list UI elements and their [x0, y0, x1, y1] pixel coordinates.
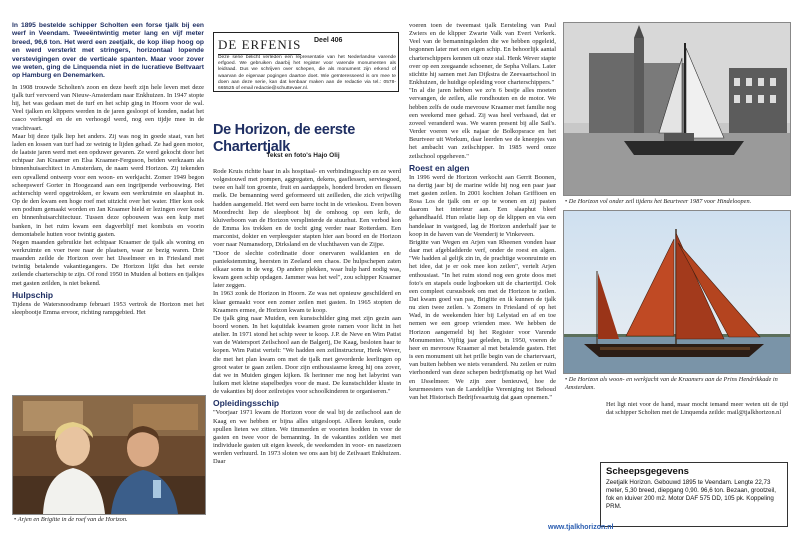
- subheading-roest-algen: Roest en algen: [409, 162, 470, 173]
- erfenis-deel: Deel 406: [314, 37, 343, 44]
- harbour-photo-illustration: [564, 23, 790, 195]
- body-paragraph: "Door de slechte coördinatie door onervaren walklanten en de paniekstemming, heersten in Zeeland een chaos. De hulpschepen zaten elkaar soms in de weg. Op andere plekken, waar hulp hard nodig was, kwam geen schip opdagen. Jammer was het wel", zou schipper Kraamer later zeggen.: [213, 249, 401, 290]
- body-paragraph: Maar bij deze tjalk liep het anders. Zij was nog in goede staat, van het laden en lossen van turf had ze weinig te lijden gehad. Ze had geen motor, de laatste jaren werd met een opduwer gevaren. Ze werd gekocht door het echtpaar Jan Kraamer en Elsa Kraamer-Ferguson, beiden werkzaam als binnenhuisarchitect in Amsterdam, de naam werd Horizon. Zij tekenden een opvallend ontwerp voor een woon- en werkjacht. Zomer 1949 begon scheepswerf Gorter in Hoogezand aan een ingrijpende verbouwing. Het achterschip werd opgetrokken, er kwam een werkruimte en slaaphut in. Op de den kwam een hoge roef met uitzicht over het water. Hier kon ook een podium gemaakt worden en Jan Kraamer hield er lezingen over kunst en binnenhuisarchitectuur. Tussen deze opbouwen was een kuip met banken, in het ruim kwam een dagverblijf met kombuis en voorin demontabele hutten voor twintig gasten.: [12, 132, 204, 238]
- subheading-opleidingsschip: Opleidingsschip: [213, 398, 280, 409]
- caption-left-photo: • Arjen en Brigitte in de roef van de Horizon.: [14, 516, 128, 523]
- body-paragraph: Brigitte van Wegen en Arjen van Rheenen vonden haar daar met afgebladderde verf, onder de roest en algen. "We hadden al gelijk zin in, de prachtige woonruimte en het idee, dat je er ook mee kon zeilen", vertelt Arjen enthousiast. "In het ruim stond nog een grote doos met foto's en stapels oude logboeken uit de chartertijd. Ook een compleet cursusboek om met de Horizon te zeilen. Dat kwam goed van pas, Brigitte en ik kunnen de tjalk nu zien twee zeilen. 's Zomers in Friesland of op het Wad, in de weekenden hier bij Lelystad en af en toe nemen we een groep vrienden mee. We hebben de Horizon aangemeld bij het Register voor Varende Monumenten. Vijftig jaar geleden, in 1950, voeren de heer en mevrouw Kraamer al met betalende gasten. Het is een monument uit het prille begin van de chartervaart, van buiten hebben we niets veranderd. Nu zeilen er ruim vierhonderd van deze schepen bedrijfsmatig op het Wad en IJsselmeer. We zijn zeer benieuwd, hoe de keurmeesters van de Landelijke Vereniging tot Behoud van het Historisch Bedrijfsvaartuig dat gaan opnemen.": [409, 238, 556, 401]
- photo-horizon-amsterdam: [563, 22, 791, 196]
- body-paragraph: In 1996 werd de Horizon verkocht aan Gerrit Boonen, na dertig jaar bij de marine wilde hij nog een paar jaar met gasten zeilen. In 2001 kochten Johan Griffioen en Rosa Los de tjalk om er op te wonen en zij pasten daarom het interieur aan. Een slaaphut bleef gehandhaafd. Hun relatie liep op de klippen en via een handelaar in vastgoed, lag de Horizon anderhalf jaar te koop in de haven van de Veenderij te Vinkeveen.: [409, 173, 556, 238]
- sailing-photo-illustration: [564, 211, 790, 373]
- scheepsgegevens-body: Zeetjalk Horizon. Gebouwd 1895 te Veendam. Lengte 22,73 meter, 5,30 breed, diepgang 0,90. 96,6 ton. Bezaan, grootzeil, fok en kluiver 200 m2. Motor DAF 575 DD, 105 pk. Koppeling PRM.: [606, 479, 776, 510]
- website-link[interactable]: www.tjalkhorizon.nl: [548, 524, 614, 531]
- lead-paragraph: In 1895 bestelde schipper Scholten een forse tjalk bij een werf in Veendam. Tweeëntwintig meter lang en vijf meter breed, 96,6 ton. Het werd een zeetjalk, de kop iliep hoog op en werd versterkt met stringers, horizontaal lopende verstevigingen over de verticale spanten. Maar voor zover we weten, ging de Linquenda niet in de lucratieve Beltvaart op Hamburg en Denemarken.: [12, 22, 204, 80]
- body-paragraph: In 1963 zonk de Horizon in Hoorn. Ze was net opnieuw geschilderd en klaar gemaakt voor een zomer zeilen met gasten. In 1965 stopten de Kraamers ermee, de Horizon kwam te koop.: [213, 290, 401, 314]
- photo-horizon-sailing: [563, 210, 791, 374]
- body-paragraph: De tjalk ging naar Muiden, een kunstschilder ging met zijn gezin aan boord wonen. In het kajuitdak kwamen grote ramen voor licht in het atelier. In 1971 stond het schip weer te koop. J.P. de Neve en Wim Patist van de Watersport Zeilschool aan de Balgerij, De Kaag, besloten haar te kopen. Wim Patist vertelt: "We hadden een zeilinstructeur, Henk Wever, die met het plan kwam om met de tjalk met gevorderde leerlingen op groot water te gaan zeilen. Door zijn enthousiasme kreeg hij ons zover, dat we in Muiden gingen kijken. Ik herinner me nog het labyrint van luiken met kleine stapelbedjes voor de mast. De kunstschilder kluste in de vakanties bij door zeilreisjes voor schoolkinderen te organiseren.": [213, 314, 401, 396]
- scheepsgegevens-title: Scheepsgegevens: [606, 466, 689, 477]
- erfenis-box: [213, 32, 399, 92]
- body-paragraph: voeren toen de tweemast tjalk Eersteling van Paul Zwiers en de klipper Zwarte Valk van Evert Verkerk. Veel van de bemanningsleden die we hebben opgeleid, begonnen later met een eigen schip. En behoorlijk aantal charterschippers kennen uit onze stal. Henk Wever stapte over op een zeegaande schoener, de Sepha Vollars. Later stichtte hij samen met Jan Dijkstra de Zeevaartschool in Enkhuizen, de huidige opleiding voor charterschippers.": [409, 22, 557, 87]
- body-paragraph: Rode Kruis richtte haar in als hospitaal- en verbindingsschip en ze werd volgestouwd met pompen, aggregaten, dekens, gasflessen, serviesgoed, twee en half ton groente, fruit en aardappels, honderd broden en flessen melk. De bemanning werd geformeerd uit zeilleden, die zich vrijwillig hadden aangemeld. Het werd een barre tocht in de vrieskou. Even boven Moordrecht liep de sleepboot bij de omhoog op een krib, de kluiverboom van de Horizon versplinterde de stuurhut. Een verbod kon de Emma los trekken en de tocht ging verder naar Rotterdam. Een marconist, dokter en verpleegster stapten hier aan boord en de Horizon voer naar Numansdorp, Dirksland en de vluchthaven van de Zijpe.: [213, 168, 401, 249]
- people-photo-illustration: [13, 396, 205, 514]
- article-byline: Tekst en foto's Hajo Olij: [266, 152, 340, 159]
- body-paragraph: "Voorjaar 1971 kwam de Horizon voor de wal bij de zeilschool aan de Kaag en we hebben er bijna alles uitgesloopt. Alleen keuken, oude spullen lieten we zitten. We timmerden er voorten hodden in voor de gasten en twee voor de bemanning. In de vakanties zeilden we met individuele gasten uit eigen kweek, de weekenden in voor- en naseizoen werden verhuurd. In 1973 sloten we ons aan bij de Zeilvaart Enkhuizen. Daar: [213, 409, 401, 466]
- erfenis-intro: Deze serie belicht verleden een representatie van het Nederlandse varende erfgoed. We gebruiken daarbij het register voor varende monumenten als leidraad. Dus we schrijven over schepen, die als monument zijn erkend of waarvan de eigenaar pogingen daartoe doet. Wie geïnteresseerd is om mee te doen aan deze serie, kan dat kenbaar maken aan de redactie via tel.: 0578-665525 of email redactie@schuttevaer.nl.: [218, 55, 396, 92]
- body-paragraph: Tijdens de Watersnoodramp februari 1953 vertrok de Horizon met het sleepbootje Emma ervoor, richting rampgebied. Het: [12, 300, 204, 316]
- scheepsgegevens-box: [600, 462, 788, 527]
- body-paragraph: In 1908 trouwde Scholten's zoon en deze heeft zijn hele leven met deze tjalk turf vervoerd van Nieuw-Amsterdam naar Enkhuizen. In 1947 stopte hij, het was gedaan met de turf en het schip ging in Hoorn voor de wal. Veel tjalken en klippers werden in de jaren gesloopt of konden, nadat het casco verlengd en de en verhoogd werd, nog een tijdje mee in de vrachtvaart.: [12, 83, 204, 132]
- photo-arjen-brigitte: [12, 395, 206, 515]
- article-title: De Horizon, de eerste Chartertjalk: [213, 122, 355, 155]
- caption-mid-photo: • De Horizon als woon- en werkjacht van de Kraamers aan de Prins Hendrikkade in Amsterdam.: [565, 376, 778, 391]
- caption-top-photo: • De Horizon vol onder zeil tijdens het Beurtveer 1987 voor Hindeloopen.: [565, 198, 752, 205]
- column-2: [213, 168, 401, 466]
- subheading-hulpschip: Hulpschip: [12, 289, 54, 300]
- column-3: [409, 22, 556, 402]
- erfenis-logo: DE ERFENIS: [218, 37, 301, 55]
- column-1: [12, 22, 204, 317]
- body-paragraph: "In al die jaren hebben we zo'n 6 bestje alles moeten vervangen, de zeilen, alle rondhouten en de motor. We hebben zelfs de oude mevrouw Kraamer met familie nog een weekend mee gehad. Zij was heel verbaasd, dat er zoveel veranderd was. We waren present bij alle Sail's. Verder voeren we elk najaar de Bolkopsrace en het Beurtveer uit Workum, daar leerden we de kneepjes van het ambacht van zeilschipper. In 1985 werd onze zeilschool opgeheven.": [409, 87, 556, 160]
- body-paragraph: Negen maanden gebruikte het echtpaar Kraamer de tjalk als woning en werkruimte en voer twee naar de plaatsen, waar ze bezig waren. Drie maanden zeilde de Horizon over het IJsselmeer en in Friesland met twintig betalende vakantiegangers. De Horizon lijkt dus het eerste zeilende charterschip te zijn. Of rond 1950 in Muiden al botters en tjalkjes met gasten zeilden, is niet bekend.: [12, 238, 204, 287]
- reader-note: Het ligt niet voor de hand, maar mocht iemand meer weten uit de tijd dat schipper Scholten met de Linquenda zeilde: mail@tjalkhorizon.nl: [606, 401, 788, 416]
